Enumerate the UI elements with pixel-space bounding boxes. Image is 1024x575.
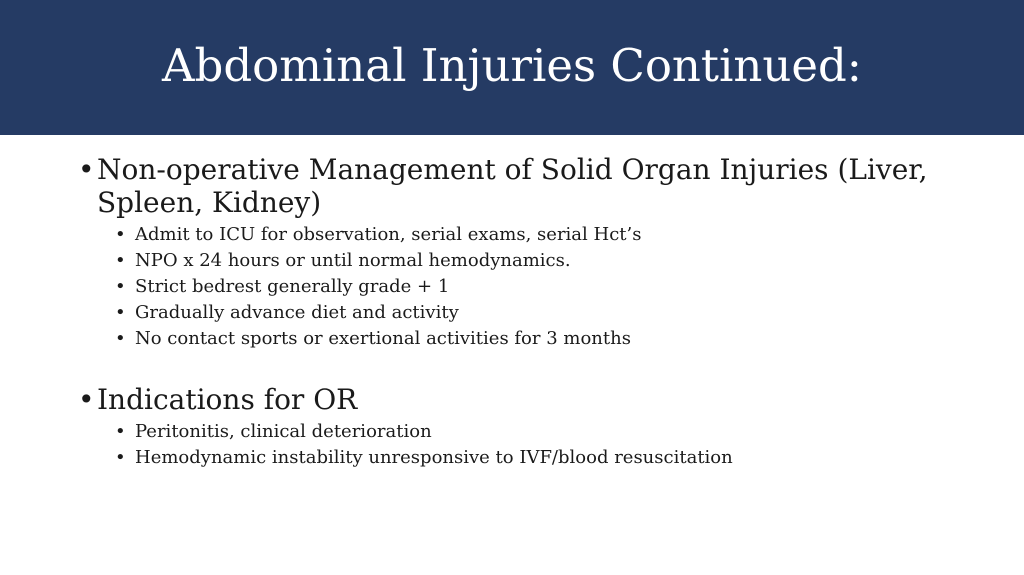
sub-bullet-text: No contact sports or exertional activities for 3 months [135, 328, 631, 349]
sub-bullet-text: Admit to ICU for observation, serial exams, serial Hct’s [135, 224, 642, 245]
bullet-glyph: • [115, 302, 126, 323]
section-spacer [78, 352, 958, 383]
sub-bullet-text: Strict bedrest generally grade + 1 [135, 276, 450, 297]
section-nonoperative-management [78, 153, 958, 352]
bullet-glyph: • [78, 153, 95, 186]
section-heading-text: Non-operative Management of Solid Organ Injuries (Liver, Spleen, Kidney) [97, 153, 928, 219]
bullet-glyph: • [115, 224, 126, 245]
section-indications-for-or [78, 383, 958, 471]
slide-content [78, 153, 958, 471]
sub-bullet-text: Hemodynamic instability unresponsive to IVF/blood resuscitation [135, 447, 733, 468]
section-heading [78, 383, 958, 416]
bullet-glyph: • [115, 328, 126, 349]
sub-bullet-text: NPO x 24 hours or until normal hemodynamics. [135, 250, 571, 271]
bullet-glyph: • [115, 421, 126, 442]
section-heading [78, 153, 958, 219]
sub-bullet-item [78, 419, 958, 445]
sub-bullet-item [78, 445, 958, 471]
sub-bullet-item [78, 326, 958, 352]
sub-bullet-item [78, 300, 958, 326]
sub-bullet-item [78, 222, 958, 248]
sub-bullet-item [78, 248, 958, 274]
bullet-glyph: • [115, 250, 126, 271]
sub-bullet-item [78, 274, 958, 300]
bullet-glyph: • [115, 447, 126, 468]
section-heading-text: Indications for OR [97, 383, 358, 416]
sub-bullet-text: Gradually advance diet and activity [135, 302, 459, 323]
slide-title: Abdominal Injuries Continued: [162, 39, 862, 92]
sub-bullet-list [78, 419, 958, 471]
bullet-glyph: • [115, 276, 126, 297]
bullet-glyph: • [78, 383, 95, 416]
sub-bullet-list [78, 222, 958, 352]
sub-bullet-text: Peritonitis, clinical deterioration [135, 421, 432, 442]
